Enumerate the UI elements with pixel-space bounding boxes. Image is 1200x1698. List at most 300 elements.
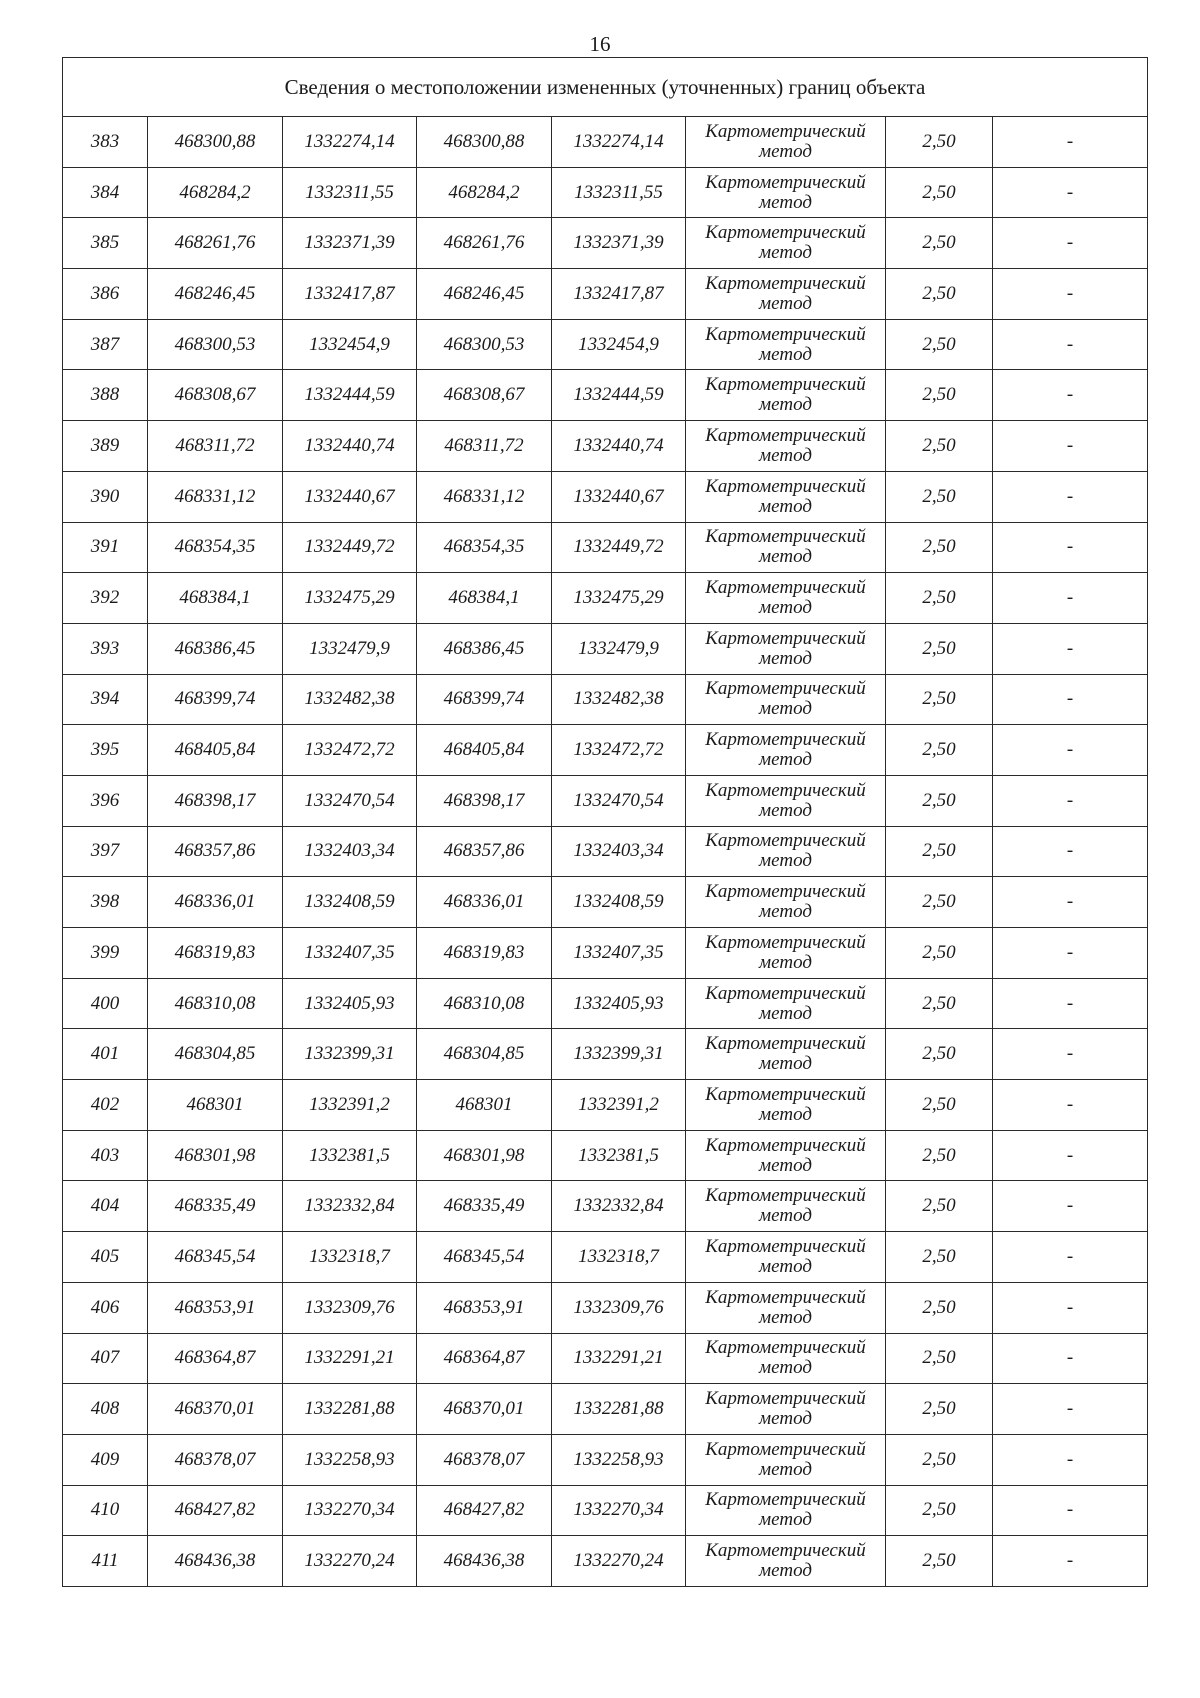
method-line-2: метод [759, 1154, 812, 1176]
existing-x-cell: 468353,91 [148, 1282, 283, 1333]
method-cell [686, 623, 886, 674]
existing-y-cell: 1332391,2 [283, 1080, 417, 1131]
table-row [63, 218, 1148, 269]
refined-x-cell: 468246,45 [417, 269, 552, 320]
method-line-1: Картометрический [705, 526, 866, 548]
refined-y-cell: 1332454,9 [552, 319, 686, 370]
accuracy-cell: 2,50 [886, 877, 993, 928]
refined-y-cell: 1332258,93 [552, 1434, 686, 1485]
method-line-1: Картометрический [705, 627, 866, 649]
method-cell [686, 877, 886, 928]
method-cell [686, 928, 886, 979]
existing-x-cell: 468284,2 [148, 167, 283, 218]
page-number: 16 [589, 32, 611, 56]
method-cell [686, 1080, 886, 1131]
accuracy-cell: 2,50 [886, 725, 993, 776]
existing-x-cell: 468261,76 [148, 218, 283, 269]
method-cell [686, 421, 886, 472]
method-line-2: метод [759, 242, 812, 264]
method-line-2: метод [759, 1306, 812, 1328]
note-cell: - [993, 775, 1148, 826]
refined-x-cell: 468304,85 [417, 1029, 552, 1080]
point-number-cell: 384 [63, 167, 148, 218]
method-line-2: метод [759, 191, 812, 213]
existing-x-cell: 468308,67 [148, 370, 283, 421]
note-cell: - [993, 1029, 1148, 1080]
note-cell: - [993, 928, 1148, 979]
table-row [63, 319, 1148, 370]
existing-y-cell: 1332470,54 [283, 775, 417, 826]
table-row [63, 826, 1148, 877]
refined-y-cell: 1332291,21 [552, 1333, 686, 1384]
point-number-cell: 392 [63, 573, 148, 624]
point-number-cell: 399 [63, 928, 148, 979]
note-cell: - [993, 674, 1148, 725]
refined-y-cell: 1332281,88 [552, 1384, 686, 1435]
point-number-cell: 408 [63, 1384, 148, 1435]
refined-y-cell: 1332470,54 [552, 775, 686, 826]
accuracy-cell: 2,50 [886, 218, 993, 269]
refined-y-cell: 1332408,59 [552, 877, 686, 928]
table-row [63, 978, 1148, 1029]
accuracy-cell: 2,50 [886, 167, 993, 218]
refined-x-cell: 468301,98 [417, 1130, 552, 1181]
method-line-1: Картометрический [705, 323, 866, 345]
method-line-1: Картометрический [705, 577, 866, 599]
accuracy-cell: 2,50 [886, 1333, 993, 1384]
method-line-1: Картометрический [705, 1033, 866, 1055]
method-line-1: Картометрический [705, 881, 866, 903]
refined-x-cell: 468319,83 [417, 928, 552, 979]
existing-y-cell: 1332270,24 [283, 1536, 417, 1587]
existing-y-cell: 1332407,35 [283, 928, 417, 979]
existing-x-cell: 468301 [148, 1080, 283, 1131]
table-row [63, 421, 1148, 472]
method-line-1: Картометрический [705, 171, 866, 193]
refined-x-cell: 468398,17 [417, 775, 552, 826]
note-cell: - [993, 319, 1148, 370]
refined-x-cell: 468386,45 [417, 623, 552, 674]
table-row [63, 1080, 1148, 1131]
refined-y-cell: 1332270,34 [552, 1485, 686, 1536]
point-number-cell: 401 [63, 1029, 148, 1080]
refined-x-cell: 468364,87 [417, 1333, 552, 1384]
method-cell [686, 471, 886, 522]
point-number-cell: 393 [63, 623, 148, 674]
method-line-2: метод [759, 850, 812, 872]
table-body [63, 117, 1148, 1587]
method-cell [686, 117, 886, 168]
note-cell: - [993, 1181, 1148, 1232]
existing-y-cell: 1332258,93 [283, 1434, 417, 1485]
refined-y-cell: 1332318,7 [552, 1232, 686, 1283]
note-cell: - [993, 1536, 1148, 1587]
refined-x-cell: 468353,91 [417, 1282, 552, 1333]
refined-x-cell: 468384,1 [417, 573, 552, 624]
existing-y-cell: 1332311,55 [283, 167, 417, 218]
existing-y-cell: 1332479,9 [283, 623, 417, 674]
method-line-2: метод [759, 749, 812, 771]
existing-x-cell: 468357,86 [148, 826, 283, 877]
method-cell [686, 1130, 886, 1181]
table-row [63, 471, 1148, 522]
refined-y-cell: 1332472,72 [552, 725, 686, 776]
existing-y-cell: 1332291,21 [283, 1333, 417, 1384]
existing-x-cell: 468319,83 [148, 928, 283, 979]
point-number-cell: 410 [63, 1485, 148, 1536]
method-line-2: метод [759, 647, 812, 669]
refined-y-cell: 1332399,31 [552, 1029, 686, 1080]
existing-x-cell: 468336,01 [148, 877, 283, 928]
note-cell: - [993, 1130, 1148, 1181]
existing-y-cell: 1332440,67 [283, 471, 417, 522]
note-cell: - [993, 471, 1148, 522]
accuracy-cell: 2,50 [886, 978, 993, 1029]
accuracy-cell: 2,50 [886, 269, 993, 320]
accuracy-cell: 2,50 [886, 1029, 993, 1080]
method-cell [686, 1333, 886, 1384]
accuracy-cell: 2,50 [886, 117, 993, 168]
existing-x-cell: 468370,01 [148, 1384, 283, 1435]
point-number-cell: 394 [63, 674, 148, 725]
point-number-cell: 409 [63, 1434, 148, 1485]
refined-x-cell: 468311,72 [417, 421, 552, 472]
refined-x-cell: 468301 [417, 1080, 552, 1131]
note-cell: - [993, 167, 1148, 218]
existing-x-cell: 468384,1 [148, 573, 283, 624]
note-cell: - [993, 573, 1148, 624]
existing-x-cell: 468405,84 [148, 725, 283, 776]
method-cell [686, 218, 886, 269]
note-cell: - [993, 1282, 1148, 1333]
method-cell [686, 725, 886, 776]
existing-y-cell: 1332417,87 [283, 269, 417, 320]
method-line-2: метод [759, 394, 812, 416]
refined-y-cell: 1332391,2 [552, 1080, 686, 1131]
existing-y-cell: 1332274,14 [283, 117, 417, 168]
method-line-2: метод [759, 1255, 812, 1277]
table-row [63, 1130, 1148, 1181]
method-cell [686, 370, 886, 421]
refined-y-cell: 1332381,5 [552, 1130, 686, 1181]
method-cell [686, 674, 886, 725]
refined-x-cell: 468345,54 [417, 1232, 552, 1283]
table-row [63, 928, 1148, 979]
table-row [63, 269, 1148, 320]
point-number-cell: 411 [63, 1536, 148, 1587]
point-number-cell: 389 [63, 421, 148, 472]
method-line-2: метод [759, 1357, 812, 1379]
existing-y-cell: 1332449,72 [283, 522, 417, 573]
existing-x-cell: 468398,17 [148, 775, 283, 826]
method-line-2: метод [759, 1053, 812, 1075]
point-number-cell: 397 [63, 826, 148, 877]
method-line-2: метод [759, 495, 812, 517]
accuracy-cell: 2,50 [886, 1130, 993, 1181]
existing-x-cell: 468331,12 [148, 471, 283, 522]
table-row [63, 623, 1148, 674]
existing-y-cell: 1332270,34 [283, 1485, 417, 1536]
refined-y-cell: 1332417,87 [552, 269, 686, 320]
existing-y-cell: 1332399,31 [283, 1029, 417, 1080]
refined-y-cell: 1332403,34 [552, 826, 686, 877]
existing-y-cell: 1332318,7 [283, 1232, 417, 1283]
refined-x-cell: 468378,07 [417, 1434, 552, 1485]
table-row [63, 522, 1148, 573]
note-cell: - [993, 1384, 1148, 1435]
point-number-cell: 386 [63, 269, 148, 320]
point-number-cell: 385 [63, 218, 148, 269]
accuracy-cell: 2,50 [886, 1485, 993, 1536]
refined-x-cell: 468300,53 [417, 319, 552, 370]
table-title: Сведения о местоположении измененных (уточненных) границ объекта [63, 58, 1148, 117]
existing-y-cell: 1332440,74 [283, 421, 417, 472]
refined-x-cell: 468370,01 [417, 1384, 552, 1435]
table-row [63, 370, 1148, 421]
method-cell [686, 573, 886, 624]
accuracy-cell: 2,50 [886, 319, 993, 370]
refined-y-cell: 1332371,39 [552, 218, 686, 269]
table-row [63, 573, 1148, 624]
method-cell [686, 319, 886, 370]
refined-y-cell: 1332479,9 [552, 623, 686, 674]
note-cell: - [993, 421, 1148, 472]
table-row [63, 1536, 1148, 1587]
point-number-cell: 387 [63, 319, 148, 370]
refined-y-cell: 1332407,35 [552, 928, 686, 979]
table-row [63, 1333, 1148, 1384]
existing-y-cell: 1332475,29 [283, 573, 417, 624]
existing-x-cell: 468310,08 [148, 978, 283, 1029]
method-line-2: метод [759, 343, 812, 365]
existing-y-cell: 1332472,72 [283, 725, 417, 776]
note-cell: - [993, 1232, 1148, 1283]
refined-x-cell: 468261,76 [417, 218, 552, 269]
existing-x-cell: 468386,45 [148, 623, 283, 674]
table-row [63, 1434, 1148, 1485]
table-row [63, 1384, 1148, 1435]
method-line-1: Картометрический [705, 1337, 866, 1359]
refined-x-cell: 468399,74 [417, 674, 552, 725]
method-cell [686, 1434, 886, 1485]
method-line-1: Картометрический [705, 931, 866, 953]
point-number-cell: 391 [63, 522, 148, 573]
method-line-1: Картометрический [705, 1540, 866, 1562]
refined-x-cell: 468357,86 [417, 826, 552, 877]
method-line-2: метод [759, 292, 812, 314]
note-cell: - [993, 269, 1148, 320]
existing-y-cell: 1332444,59 [283, 370, 417, 421]
existing-x-cell: 468399,74 [148, 674, 283, 725]
method-cell [686, 775, 886, 826]
accuracy-cell: 2,50 [886, 623, 993, 674]
note-cell: - [993, 623, 1148, 674]
method-cell [686, 1232, 886, 1283]
accuracy-cell: 2,50 [886, 1232, 993, 1283]
refined-y-cell: 1332440,67 [552, 471, 686, 522]
method-line-2: метод [759, 1509, 812, 1531]
existing-y-cell: 1332454,9 [283, 319, 417, 370]
existing-x-cell: 468335,49 [148, 1181, 283, 1232]
accuracy-cell: 2,50 [886, 928, 993, 979]
point-number-cell: 407 [63, 1333, 148, 1384]
method-line-2: метод [759, 1560, 812, 1582]
method-cell [686, 1485, 886, 1536]
table-row [63, 1181, 1148, 1232]
refined-y-cell: 1332449,72 [552, 522, 686, 573]
table-row [63, 775, 1148, 826]
refined-y-cell: 1332309,76 [552, 1282, 686, 1333]
point-number-cell: 398 [63, 877, 148, 928]
note-cell: - [993, 877, 1148, 928]
existing-x-cell: 468304,85 [148, 1029, 283, 1080]
method-line-2: метод [759, 1205, 812, 1227]
table-row [63, 167, 1148, 218]
refined-x-cell: 468354,35 [417, 522, 552, 573]
method-line-1: Картометрический [705, 374, 866, 396]
existing-x-cell: 468300,88 [148, 117, 283, 168]
method-line-1: Картометрический [705, 779, 866, 801]
method-cell [686, 167, 886, 218]
existing-x-cell: 468311,72 [148, 421, 283, 472]
method-line-2: метод [759, 799, 812, 821]
refined-y-cell: 1332475,29 [552, 573, 686, 624]
table-row [63, 674, 1148, 725]
refined-x-cell: 468284,2 [417, 167, 552, 218]
refined-y-cell: 1332405,93 [552, 978, 686, 1029]
method-line-2: метод [759, 698, 812, 720]
existing-x-cell: 468364,87 [148, 1333, 283, 1384]
existing-y-cell: 1332482,38 [283, 674, 417, 725]
table-row [63, 1029, 1148, 1080]
accuracy-cell: 2,50 [886, 826, 993, 877]
method-line-2: метод [759, 951, 812, 973]
method-line-1: Картометрический [705, 475, 866, 497]
existing-x-cell: 468427,82 [148, 1485, 283, 1536]
note-cell: - [993, 1485, 1148, 1536]
method-line-2: метод [759, 1002, 812, 1024]
method-line-1: Картометрический [705, 1185, 866, 1207]
method-line-1: Картометрический [705, 222, 866, 244]
accuracy-cell: 2,50 [886, 421, 993, 472]
method-line-2: метод [759, 1458, 812, 1480]
existing-x-cell: 468345,54 [148, 1232, 283, 1283]
method-cell [686, 1029, 886, 1080]
refined-y-cell: 1332444,59 [552, 370, 686, 421]
refined-y-cell: 1332311,55 [552, 167, 686, 218]
method-line-2: метод [759, 546, 812, 568]
accuracy-cell: 2,50 [886, 1181, 993, 1232]
method-line-1: Картометрический [705, 1134, 866, 1156]
method-line-1: Картометрический [705, 1286, 866, 1308]
method-line-1: Картометрический [705, 272, 866, 294]
refined-x-cell: 468427,82 [417, 1485, 552, 1536]
table-row [63, 877, 1148, 928]
accuracy-cell: 2,50 [886, 1080, 993, 1131]
method-line-1: Картометрический [705, 830, 866, 852]
method-cell [686, 978, 886, 1029]
note-cell: - [993, 978, 1148, 1029]
refined-x-cell: 468331,12 [417, 471, 552, 522]
point-number-cell: 396 [63, 775, 148, 826]
boundary-coordinates-table [62, 57, 1148, 1587]
method-line-1: Картометрический [705, 1235, 866, 1257]
method-cell [686, 826, 886, 877]
point-number-cell: 390 [63, 471, 148, 522]
accuracy-cell: 2,50 [886, 1282, 993, 1333]
point-number-cell: 403 [63, 1130, 148, 1181]
accuracy-cell: 2,50 [886, 1384, 993, 1435]
method-line-1: Картометрический [705, 1388, 866, 1410]
method-cell [686, 522, 886, 573]
accuracy-cell: 2,50 [886, 573, 993, 624]
point-number-cell: 395 [63, 725, 148, 776]
existing-x-cell: 468378,07 [148, 1434, 283, 1485]
refined-x-cell: 468336,01 [417, 877, 552, 928]
existing-y-cell: 1332281,88 [283, 1384, 417, 1435]
refined-x-cell: 468308,67 [417, 370, 552, 421]
existing-y-cell: 1332408,59 [283, 877, 417, 928]
note-cell: - [993, 826, 1148, 877]
accuracy-cell: 2,50 [886, 1536, 993, 1587]
method-line-1: Картометрический [705, 678, 866, 700]
method-line-1: Картометрический [705, 982, 866, 1004]
accuracy-cell: 2,50 [886, 471, 993, 522]
accuracy-cell: 2,50 [886, 775, 993, 826]
existing-x-cell: 468436,38 [148, 1536, 283, 1587]
refined-x-cell: 468436,38 [417, 1536, 552, 1587]
method-line-2: метод [759, 444, 812, 466]
refined-x-cell: 468335,49 [417, 1181, 552, 1232]
note-cell: - [993, 1333, 1148, 1384]
note-cell: - [993, 1434, 1148, 1485]
point-number-cell: 406 [63, 1282, 148, 1333]
table-row [63, 725, 1148, 776]
point-number-cell: 383 [63, 117, 148, 168]
method-line-1: Картометрический [705, 1438, 866, 1460]
table-row [63, 1232, 1148, 1283]
existing-y-cell: 1332403,34 [283, 826, 417, 877]
table-row [63, 1485, 1148, 1536]
existing-y-cell: 1332309,76 [283, 1282, 417, 1333]
existing-y-cell: 1332332,84 [283, 1181, 417, 1232]
note-cell: - [993, 725, 1148, 776]
note-cell: - [993, 522, 1148, 573]
note-cell: - [993, 370, 1148, 421]
point-number-cell: 405 [63, 1232, 148, 1283]
note-cell: - [993, 1080, 1148, 1131]
point-number-cell: 400 [63, 978, 148, 1029]
refined-x-cell: 468405,84 [417, 725, 552, 776]
method-line-2: метод [759, 1103, 812, 1125]
refined-y-cell: 1332274,14 [552, 117, 686, 168]
note-cell: - [993, 218, 1148, 269]
method-cell [686, 1181, 886, 1232]
refined-y-cell: 1332440,74 [552, 421, 686, 472]
method-cell [686, 269, 886, 320]
table-row [63, 1282, 1148, 1333]
refined-y-cell: 1332270,24 [552, 1536, 686, 1587]
method-cell [686, 1536, 886, 1587]
existing-x-cell: 468246,45 [148, 269, 283, 320]
method-line-1: Картометрический [705, 120, 866, 142]
method-line-2: метод [759, 597, 812, 619]
point-number-cell: 404 [63, 1181, 148, 1232]
refined-y-cell: 1332332,84 [552, 1181, 686, 1232]
existing-y-cell: 1332405,93 [283, 978, 417, 1029]
method-line-1: Картометрический [705, 1489, 866, 1511]
point-number-cell: 402 [63, 1080, 148, 1131]
